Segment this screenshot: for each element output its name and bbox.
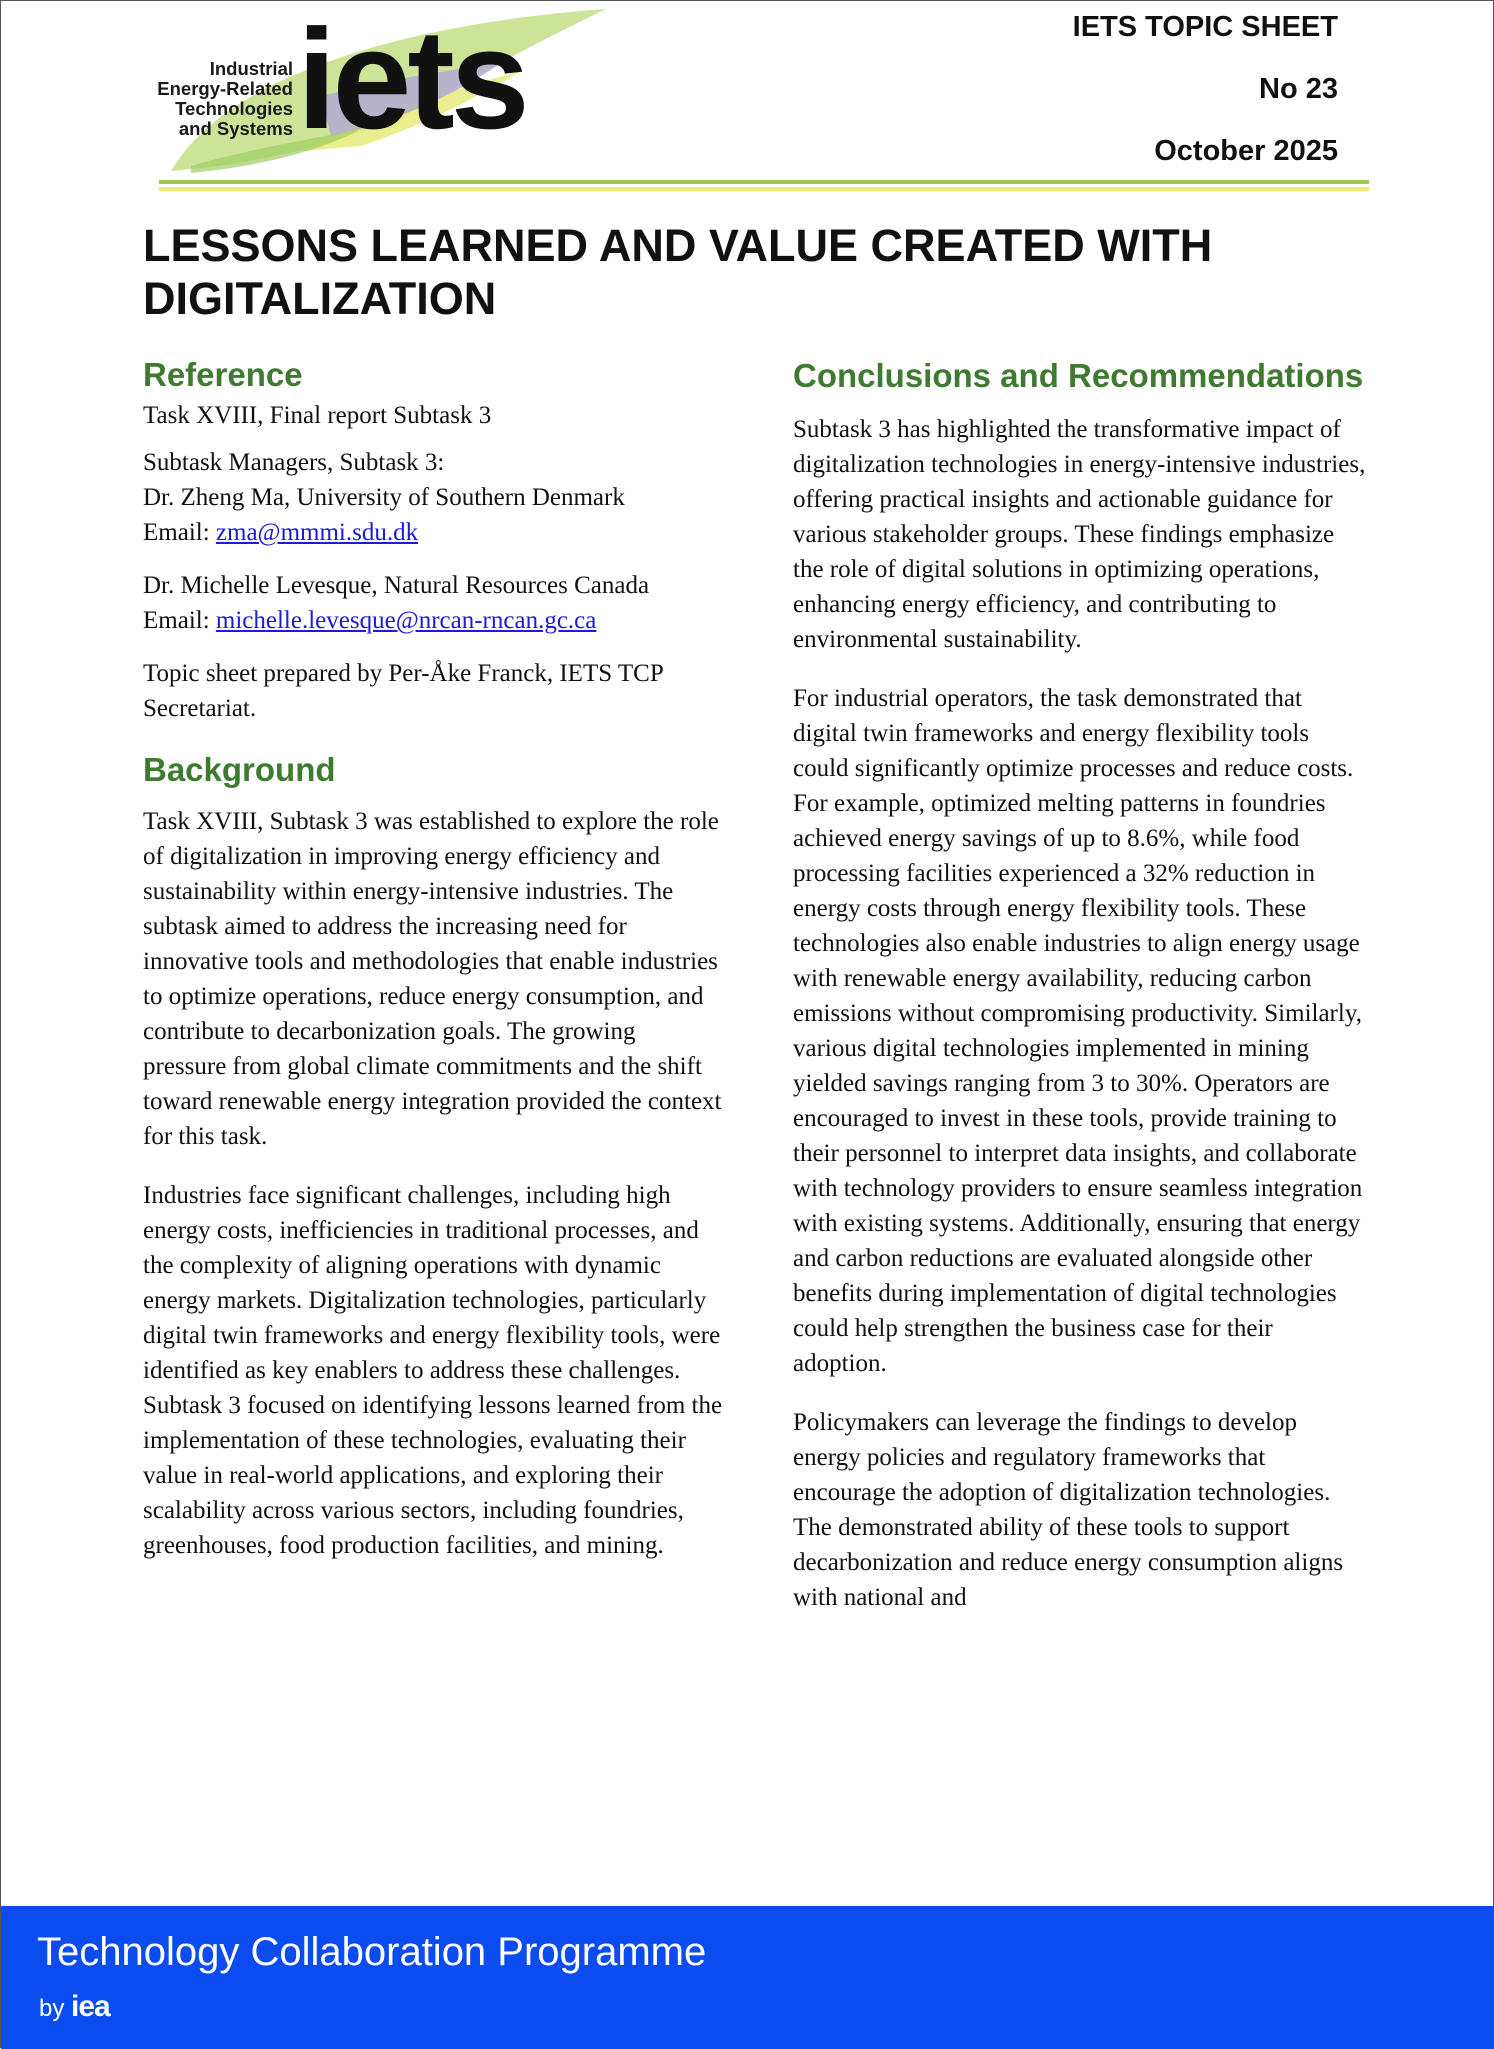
reference-manager2-email-line: [143, 603, 723, 638]
email-label: Email:: [143, 519, 210, 546]
right-column: [793, 356, 1368, 1615]
manager1-email-link[interactable]: zma@mmmi.sdu.dk: [215, 519, 419, 546]
series-label: IETS TOPIC SHEET: [1072, 11, 1338, 43]
document-title: LESSONS LEARNED AND VALUE CREATED WITH DIGITALIZATION: [143, 220, 1213, 324]
logo-tagline-line: Industrial: [209, 58, 293, 79]
logo-tagline: [151, 59, 293, 139]
conclusions-heading: Conclusions and Recommendations: [793, 357, 1364, 394]
logo-tagline-line: Technologies: [175, 98, 293, 119]
conclusions-paragraph: For industrial operators, the task demonstrated that digital twin frameworks and energy flexibility tools could significantly optimize processes and reduce costs. For example, optimized melting patterns in foundries achieved energy savings of up to 8.6%, while food processing facilities experienced a 32% reduction in energy costs through energy flexibility tools. These technologies also enable industries to align energy usage with renewable energy availability, reducing carbon emissions without compromising productivity. Similarly, various digital technologies implemented in mining yielded savings ranging from 3 to 30%. Operators are encouraged to invest in these tools, provide training to their personnel to interpret data insights, and collaborate with technology providers to ensure seamless integration with existing systems. Additionally, ensuring that energy and carbon reductions are evaluated alongside other benefits during implementation of digital technologies could help strengthen the business case for their adoption.: [793, 685, 1363, 1377]
manager2-email-link[interactable]: michelle.levesque@nrcan-rncan.gc.ca: [215, 607, 597, 634]
reference-manager2-name: Dr. Michelle Levesque, Natural Resources Canada: [143, 572, 650, 599]
reference-manager1-name: Dr. Zheng Ma, University of Southern Denmark: [143, 484, 625, 511]
conclusions-paragraph: Policymakers can leverage the findings to develop energy policies and regulatory frameworks that encourage the adoption of digitalization technologies. The demonstrated ability of these tools to support decarbonization and reduce energy consumption aligns with national and: [793, 1409, 1344, 1611]
logo-tagline-line: and Systems: [178, 118, 293, 139]
background-paragraph: Industries face significant challenges, including high energy costs, inefficiencies in traditional processes, and the complexity of aligning operations with dynamic energy markets. Digitalization technologies, particularly digital twin frameworks and energy flexibility tools, were identified as key enablers to address these challenges. Subtask 3 focused on identifying lessons learned from the implementation of these technologies, evaluating their value in real-world applications, and exploring their scalability across various sectors, including foundries, greenhouses, food production facilities, and mining.: [143, 1182, 723, 1559]
reference-task: Task XVIII, Final report Subtask 3: [143, 402, 492, 429]
logo-wordmark: iets: [297, 0, 526, 159]
footer-title: Technology Collaboration Programme: [37, 1930, 707, 1974]
background-heading: Background: [143, 751, 336, 788]
reference-prepared-by: Topic sheet prepared by Per-Åke Franck, IETS TCP Secretariat.: [143, 660, 663, 722]
issue-date: October 2025: [1154, 135, 1338, 167]
reference-manager1-email-line: [143, 515, 723, 550]
iets-logo: [1, 1, 621, 181]
iea-logo: iea: [71, 1990, 110, 2023]
reference-managers-label: Subtask Managers, Subtask 3:: [143, 449, 445, 476]
issue-number: No 23: [1259, 73, 1338, 105]
left-column: [143, 355, 723, 1563]
header-rule-green: [159, 180, 1369, 184]
reference-heading: Reference: [143, 356, 303, 393]
header-rule-yellow: [159, 187, 1369, 191]
footer-by-label: by: [39, 1995, 65, 2022]
email-label: Email:: [143, 607, 210, 634]
conclusions-paragraph: Subtask 3 has highlighted the transformative impact of digitalization technologies in energy-intensive industries, offering practical insights and actionable guidance for various stakeholder groups. These findings emphasize the role of digital solutions in optimizing operations, enhancing energy efficiency, and contributing to environmental sustainability.: [793, 416, 1366, 653]
footer-byline: [39, 1990, 110, 2024]
tcp-footer-banner: [1, 1906, 1494, 2049]
background-paragraph: Task XVIII, Subtask 3 was established to explore the role of digitalization in improving energy efficiency and sustainability within energy-intensive industries. The subtask aimed to address the increasing need for innovative tools and methodologies that enable industries to optimize operations, reduce energy consumption, and contribute to decarbonization goals. The growing pressure from global climate commitments and the shift toward renewable energy integration provided the context for this task.: [143, 808, 722, 1150]
logo-tagline-line: Energy-Related: [157, 78, 293, 99]
